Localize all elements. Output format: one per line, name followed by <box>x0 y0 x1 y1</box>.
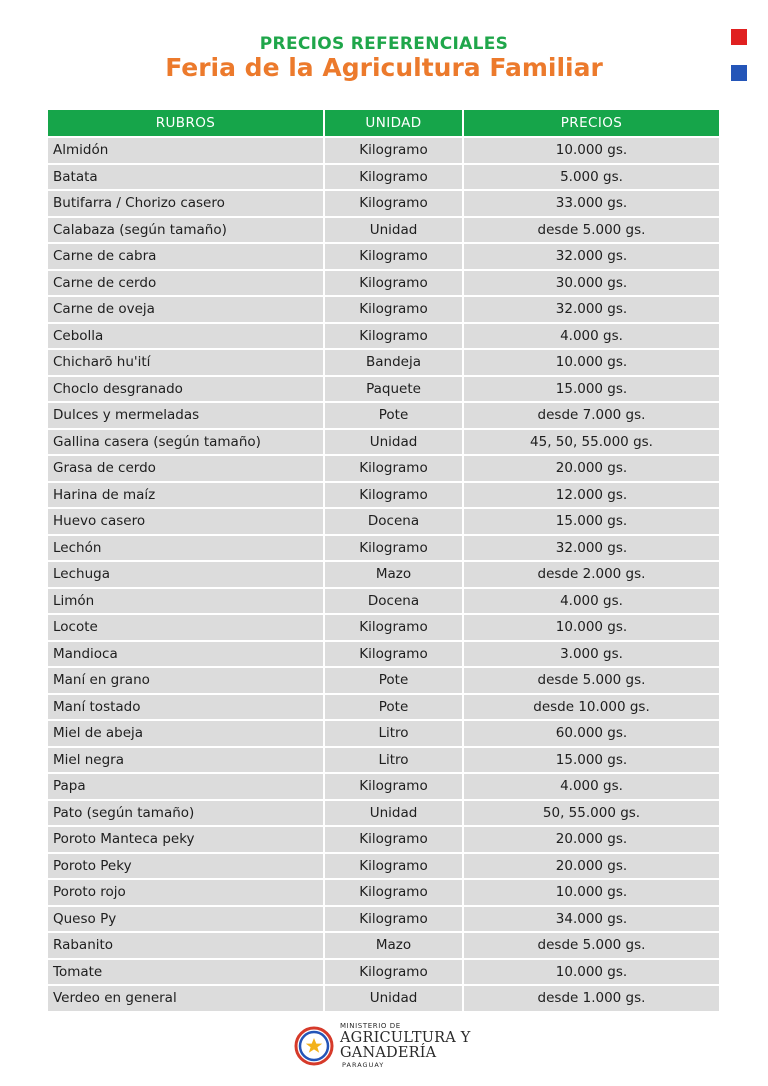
cell-unidad: Kilogramo <box>324 879 463 906</box>
cell-precio: 20.000 gs. <box>463 826 719 853</box>
cell-rubro: Miel negra <box>48 747 324 774</box>
price-table <box>48 110 719 1011</box>
cell-unidad: Paquete <box>324 376 463 403</box>
cell-precio: 12.000 gs. <box>463 482 719 509</box>
cell-rubro: Cebolla <box>48 323 324 350</box>
table-row <box>48 959 719 986</box>
cell-unidad: Unidad <box>324 217 463 244</box>
cell-precio: 10.000 gs. <box>463 614 719 641</box>
cell-rubro: Miel de abeja <box>48 720 324 747</box>
cell-precio: 4.000 gs. <box>463 588 719 615</box>
table-row <box>48 217 719 244</box>
cell-rubro: Lechuga <box>48 561 324 588</box>
cell-unidad: Kilogramo <box>324 773 463 800</box>
table-row <box>48 455 719 482</box>
paraguay-seal-icon <box>294 1026 334 1066</box>
cell-precio: 30.000 gs. <box>463 270 719 297</box>
header-unidad: UNIDAD <box>324 110 463 137</box>
cell-precio: 60.000 gs. <box>463 720 719 747</box>
table-row <box>48 985 719 1011</box>
cell-rubro: Carne de cerdo <box>48 270 324 297</box>
cell-unidad: Pote <box>324 402 463 429</box>
cell-rubro: Chicharõ hu'ití <box>48 349 324 376</box>
cell-unidad: Litro <box>324 720 463 747</box>
cell-unidad: Pote <box>324 667 463 694</box>
table-row <box>48 694 719 721</box>
cell-precio: 50, 55.000 gs. <box>463 800 719 827</box>
cell-unidad: Litro <box>324 747 463 774</box>
cell-rubro: Huevo casero <box>48 508 324 535</box>
table-row <box>48 641 719 668</box>
cell-unidad: Kilogramo <box>324 535 463 562</box>
cell-unidad: Kilogramo <box>324 296 463 323</box>
cell-unidad: Mazo <box>324 561 463 588</box>
cell-precio: 20.000 gs. <box>463 853 719 880</box>
table-row <box>48 800 719 827</box>
cell-rubro: Butifarra / Chorizo casero <box>48 190 324 217</box>
cell-unidad: Kilogramo <box>324 323 463 350</box>
cell-unidad: Kilogramo <box>324 641 463 668</box>
cell-rubro: Poroto Peky <box>48 853 324 880</box>
table-row <box>48 429 719 456</box>
cell-rubro: Rabanito <box>48 932 324 959</box>
cell-unidad: Docena <box>324 508 463 535</box>
cell-precio: 15.000 gs. <box>463 508 719 535</box>
cell-precio: desde 5.000 gs. <box>463 667 719 694</box>
cell-precio: 5.000 gs. <box>463 164 719 191</box>
cell-precio: desde 5.000 gs. <box>463 217 719 244</box>
cell-rubro: Lechón <box>48 535 324 562</box>
table-row <box>48 323 719 350</box>
cell-rubro: Grasa de cerdo <box>48 455 324 482</box>
cell-precio: 45, 50, 55.000 gs. <box>463 429 719 456</box>
table-row <box>48 906 719 933</box>
cell-unidad: Kilogramo <box>324 137 463 164</box>
table-row <box>48 270 719 297</box>
table-row <box>48 402 719 429</box>
cell-unidad: Kilogramo <box>324 164 463 191</box>
table-row <box>48 826 719 853</box>
cell-unidad: Kilogramo <box>324 243 463 270</box>
table-row <box>48 535 719 562</box>
table-row <box>48 349 719 376</box>
cell-rubro: Gallina casera (según tamaño) <box>48 429 324 456</box>
ministry-line1: MINISTERIO DE <box>340 1022 401 1030</box>
cell-precio: desde 5.000 gs. <box>463 932 719 959</box>
cell-unidad: Kilogramo <box>324 959 463 986</box>
cell-rubro: Choclo desgranado <box>48 376 324 403</box>
cell-precio: 10.000 gs. <box>463 879 719 906</box>
table-row <box>48 614 719 641</box>
cell-precio: 32.000 gs. <box>463 535 719 562</box>
cell-precio: 4.000 gs. <box>463 323 719 350</box>
cell-rubro: Harina de maíz <box>48 482 324 509</box>
table-row <box>48 482 719 509</box>
page-subtitle: PRECIOS REFERENCIALES <box>259 34 509 54</box>
ministry-line4: PARAGUAY <box>342 1061 385 1069</box>
table-row <box>48 588 719 615</box>
cell-unidad: Kilogramo <box>324 614 463 641</box>
cell-precio: 15.000 gs. <box>463 747 719 774</box>
table-row <box>48 667 719 694</box>
table-row <box>48 243 719 270</box>
cell-rubro: Poroto rojo <box>48 879 324 906</box>
ministry-line2: AGRICULTURA Y <box>340 1030 471 1046</box>
cell-rubro: Carne de cabra <box>48 243 324 270</box>
cell-precio: 20.000 gs. <box>463 455 719 482</box>
cell-precio: 4.000 gs. <box>463 773 719 800</box>
cell-precio: 32.000 gs. <box>463 243 719 270</box>
cell-rubro: Queso Py <box>48 906 324 933</box>
cell-unidad: Pote <box>324 694 463 721</box>
table-header-row <box>48 110 719 137</box>
cell-precio: 10.000 gs. <box>463 349 719 376</box>
cell-rubro: Locote <box>48 614 324 641</box>
cell-precio: 3.000 gs. <box>463 641 719 668</box>
table-row <box>48 561 719 588</box>
cell-unidad: Kilogramo <box>324 455 463 482</box>
cell-unidad: Kilogramo <box>324 190 463 217</box>
table-row <box>48 164 719 191</box>
table-row <box>48 853 719 880</box>
cell-rubro: Calabaza (según tamaño) <box>48 217 324 244</box>
cell-unidad: Kilogramo <box>324 482 463 509</box>
cell-precio: desde 1.000 gs. <box>463 985 719 1011</box>
header-rubros: RUBROS <box>48 110 324 137</box>
ministry-line3: GANADERÍA <box>340 1045 437 1061</box>
ministry-logo <box>294 1022 484 1074</box>
cell-unidad: Unidad <box>324 985 463 1011</box>
cell-rubro: Verdeo en general <box>48 985 324 1011</box>
table-row <box>48 720 719 747</box>
cell-rubro: Pato (según tamaño) <box>48 800 324 827</box>
cell-rubro: Maní tostado <box>48 694 324 721</box>
table-row <box>48 879 719 906</box>
cell-precio: 34.000 gs. <box>463 906 719 933</box>
page-title: Feria de la Agricultura Familiar <box>165 53 603 82</box>
cell-precio: desde 10.000 gs. <box>463 694 719 721</box>
title-block <box>0 34 768 83</box>
cell-rubro: Dulces y mermeladas <box>48 402 324 429</box>
table-row <box>48 508 719 535</box>
cell-precio: 15.000 gs. <box>463 376 719 403</box>
table-row <box>48 190 719 217</box>
cell-rubro: Limón <box>48 588 324 615</box>
cell-rubro: Maní en grano <box>48 667 324 694</box>
cell-unidad: Kilogramo <box>324 853 463 880</box>
cell-precio: 10.000 gs. <box>463 959 719 986</box>
table-row <box>48 932 719 959</box>
cell-unidad: Kilogramo <box>324 270 463 297</box>
cell-rubro: Carne de oveja <box>48 296 324 323</box>
cell-precio: desde 7.000 gs. <box>463 402 719 429</box>
cell-precio: 33.000 gs. <box>463 190 719 217</box>
cell-unidad: Bandeja <box>324 349 463 376</box>
cell-rubro: Papa <box>48 773 324 800</box>
cell-rubro: Batata <box>48 164 324 191</box>
cell-rubro: Almidón <box>48 137 324 164</box>
table-row <box>48 296 719 323</box>
table-row <box>48 747 719 774</box>
header-precios: PRECIOS <box>463 110 719 137</box>
table-row <box>48 773 719 800</box>
cell-precio: 32.000 gs. <box>463 296 719 323</box>
cell-unidad: Unidad <box>324 429 463 456</box>
table-row <box>48 376 719 403</box>
cell-rubro: Tomate <box>48 959 324 986</box>
cell-unidad: Kilogramo <box>324 826 463 853</box>
cell-rubro: Mandioca <box>48 641 324 668</box>
cell-precio: 10.000 gs. <box>463 137 719 164</box>
cell-unidad: Unidad <box>324 800 463 827</box>
cell-unidad: Kilogramo <box>324 906 463 933</box>
cell-rubro: Poroto Manteca peky <box>48 826 324 853</box>
table-row <box>48 137 719 164</box>
cell-unidad: Mazo <box>324 932 463 959</box>
cell-unidad: Docena <box>324 588 463 615</box>
cell-precio: desde 2.000 gs. <box>463 561 719 588</box>
